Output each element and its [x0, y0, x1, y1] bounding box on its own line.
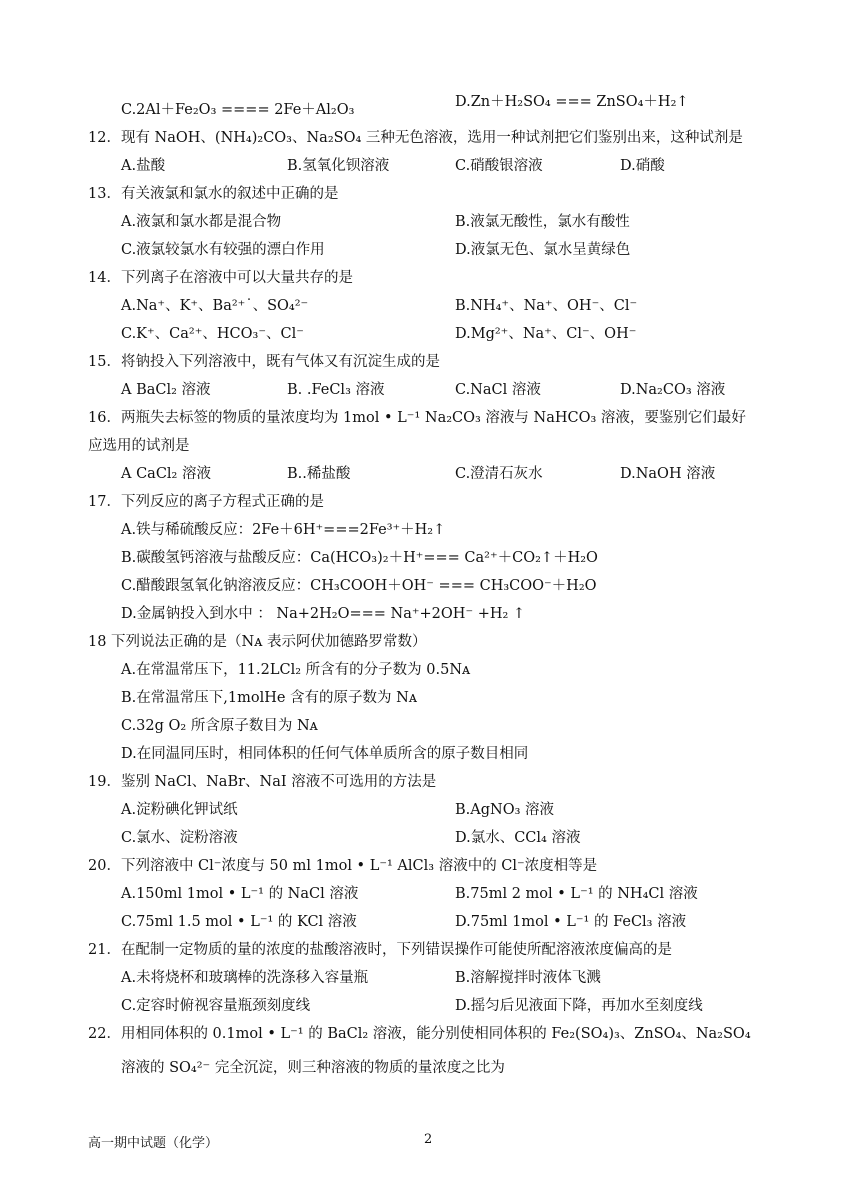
q19-option-a: A.淀粉碘化钾试纸: [121, 802, 238, 818]
q16-stem: 16．两瓶失去标签的物质的量浓度均为 1mol • L⁻¹ Na₂CO₃ 溶液与 NaHCO₃ 溶液，要鉴别它们最好: [88, 410, 746, 426]
q17-option-c: C.醋酸跟氢氧化钠溶液反应：CH₃COOH＋OH⁻ === CH₃COO⁻＋H₂O: [121, 578, 597, 594]
q16-option-c: C.澄清石灰水: [455, 466, 543, 482]
q18-option-a: A.在常温常压下，11.2LCl₂ 所含有的分子数为 0.5Nᴀ: [121, 662, 471, 678]
q12-option-d: D.硝酸: [620, 158, 665, 174]
q13-option-a: A.液氯和氯水都是混合物: [121, 214, 282, 230]
q12-option-b: B.氢氧化钡溶液: [287, 158, 390, 174]
q15-option-d: D.Na₂CO₃ 溶液: [620, 382, 726, 398]
q16-option-a: A CaCl₂ 溶液: [121, 466, 211, 482]
q18-option-d: D.在同温同压时，相同体积的任何气体单质所含的原子数目相同: [121, 746, 529, 762]
q20-option-b: B.75ml 2 mol • L⁻¹ 的 NH₄Cl 溶液: [455, 886, 698, 902]
q18-stem: 18 下列说法正确的是（Nᴀ 表示阿伏加德路罗常数）: [88, 634, 427, 650]
q21-option-d: D.摇匀后见液面下降，再加水至刻度线: [455, 998, 703, 1014]
q16-stem-continued: 应选用的试剂是: [88, 438, 190, 454]
q12-option-c: C.硝酸银溶液: [455, 158, 543, 174]
q12-option-a: A.盐酸: [121, 158, 166, 174]
q15-option-b: B. .FeCl₃ 溶液: [287, 382, 385, 398]
q22-stem: 22．用相同体积的 0.1mol • L⁻¹ 的 BaCl₂ 溶液，能分别使相同体积的 Fe₂(SO₄)₃、ZnSO₄、Na₂SO₄: [88, 1026, 751, 1042]
q14-stem: 14．下列离子在溶液中可以大量共存的是: [88, 270, 353, 286]
q19-option-d: D.氯水、CCl₄ 溶液: [455, 830, 581, 846]
q20-stem: 20．下列溶液中 Cl⁻浓度与 50 ml 1mol • L⁻¹ AlCl₃ 溶液中的 Cl⁻浓度相等是: [88, 858, 598, 874]
q11-option-c: C.2Al＋Fe₂O₃ ==== 2Fe＋Al₂O₃: [121, 102, 355, 118]
q16-option-b: B..稀盐酸: [287, 466, 351, 482]
q18-option-c: C.32g O₂ 所含原子数目为 Nᴀ: [121, 718, 318, 734]
q20-option-a: A.150ml 1mol • L⁻¹ 的 NaCl 溶液: [121, 886, 359, 902]
q16-option-d: D.NaOH 溶液: [620, 466, 716, 482]
q21-option-c: C.定容时俯视容量瓶颈刻度线: [121, 998, 311, 1014]
q13-option-c: C.液氯较氯水有较强的漂白作用: [121, 242, 325, 258]
q15-option-c: C.NaCl 溶液: [455, 382, 541, 398]
q21-option-a: A.未将烧杯和玻璃棒的洗涤移入容量瓶: [121, 970, 369, 986]
q13-option-d: D.液氯无色、氯水呈黄绿色: [455, 242, 631, 258]
q17-option-b: B.碳酸氢钙溶液与盐酸反应：Ca(HCO₃)₂＋H⁺=== Ca²⁺＋CO₂↑＋H₂O: [121, 550, 598, 566]
q22-stem-continued: 溶液的 SO₄²⁻ 完全沉淀，则三种溶液的物质的量浓度之比为: [121, 1060, 505, 1076]
q17-option-a: A.铁与稀硫酸反应：2Fe＋6H⁺===2Fe³⁺＋H₂↑: [121, 522, 446, 538]
footer-title: 高一期中试题（化学）: [88, 1136, 219, 1151]
q15-stem: 15．将钠投入下列溶液中，既有气体又有沉淀生成的是: [88, 354, 440, 370]
q14-option-a: A.Na⁺、K⁺、Ba²⁺˙、SO₄²⁻: [121, 298, 309, 314]
q20-option-d: D.75ml 1mol • L⁻¹ 的 FeCl₃ 溶液: [455, 914, 687, 930]
q13-option-b: B.液氯无酸性，氯水有酸性: [455, 214, 630, 230]
q17-option-d: D.金属钠投入到水中 ： Na+2H₂O=== Na⁺+2OH⁻ +H₂ ↑: [121, 606, 526, 622]
q19-stem: 19．鉴别 NaCl、NaBr、NaI 溶液不可选用的方法是: [88, 774, 437, 790]
q17-stem: 17．下列反应的离子方程式正确的是: [88, 494, 324, 510]
q14-option-c: C.K⁺、Ca²⁺、HCO₃⁻、Cl⁻: [121, 326, 304, 342]
q18-option-b: B.在常温常压下,1molHe 含有的原子数为 Nᴀ: [121, 690, 418, 706]
q21-option-b: B.溶解搅拌时液体飞溅: [455, 970, 601, 986]
q14-option-b: B.NH₄⁺、Na⁺、OH⁻、Cl⁻: [455, 298, 638, 314]
page-number: 2: [424, 1132, 433, 1147]
q15-option-a: A BaCl₂ 溶液: [121, 382, 211, 398]
q20-option-c: C.75ml 1.5 mol • L⁻¹ 的 KCl 溶液: [121, 914, 357, 930]
q11-option-d: D.Zn＋H₂SO₄ === ZnSO₄＋H₂↑: [455, 94, 689, 110]
q19-option-c: C.氯水、淀粉溶液: [121, 830, 238, 846]
q14-option-d: D.Mg²⁺、Na⁺、Cl⁻、OH⁻: [455, 326, 637, 342]
q12-stem: 12．现有 NaOH、(NH₄)₂CO₃、Na₂SO₄ 三种无色溶液，选用一种试剂把它们鉴别出来，这种试剂是: [88, 130, 743, 146]
q19-option-b: B.AgNO₃ 溶液: [455, 802, 555, 818]
q21-stem: 21．在配制一定物质的量的浓度的盐酸溶液时，下列错误操作可能使所配溶液浓度偏高的是: [88, 942, 672, 958]
q13-stem: 13．有关液氯和氯水的叙述中正确的是: [88, 186, 339, 202]
